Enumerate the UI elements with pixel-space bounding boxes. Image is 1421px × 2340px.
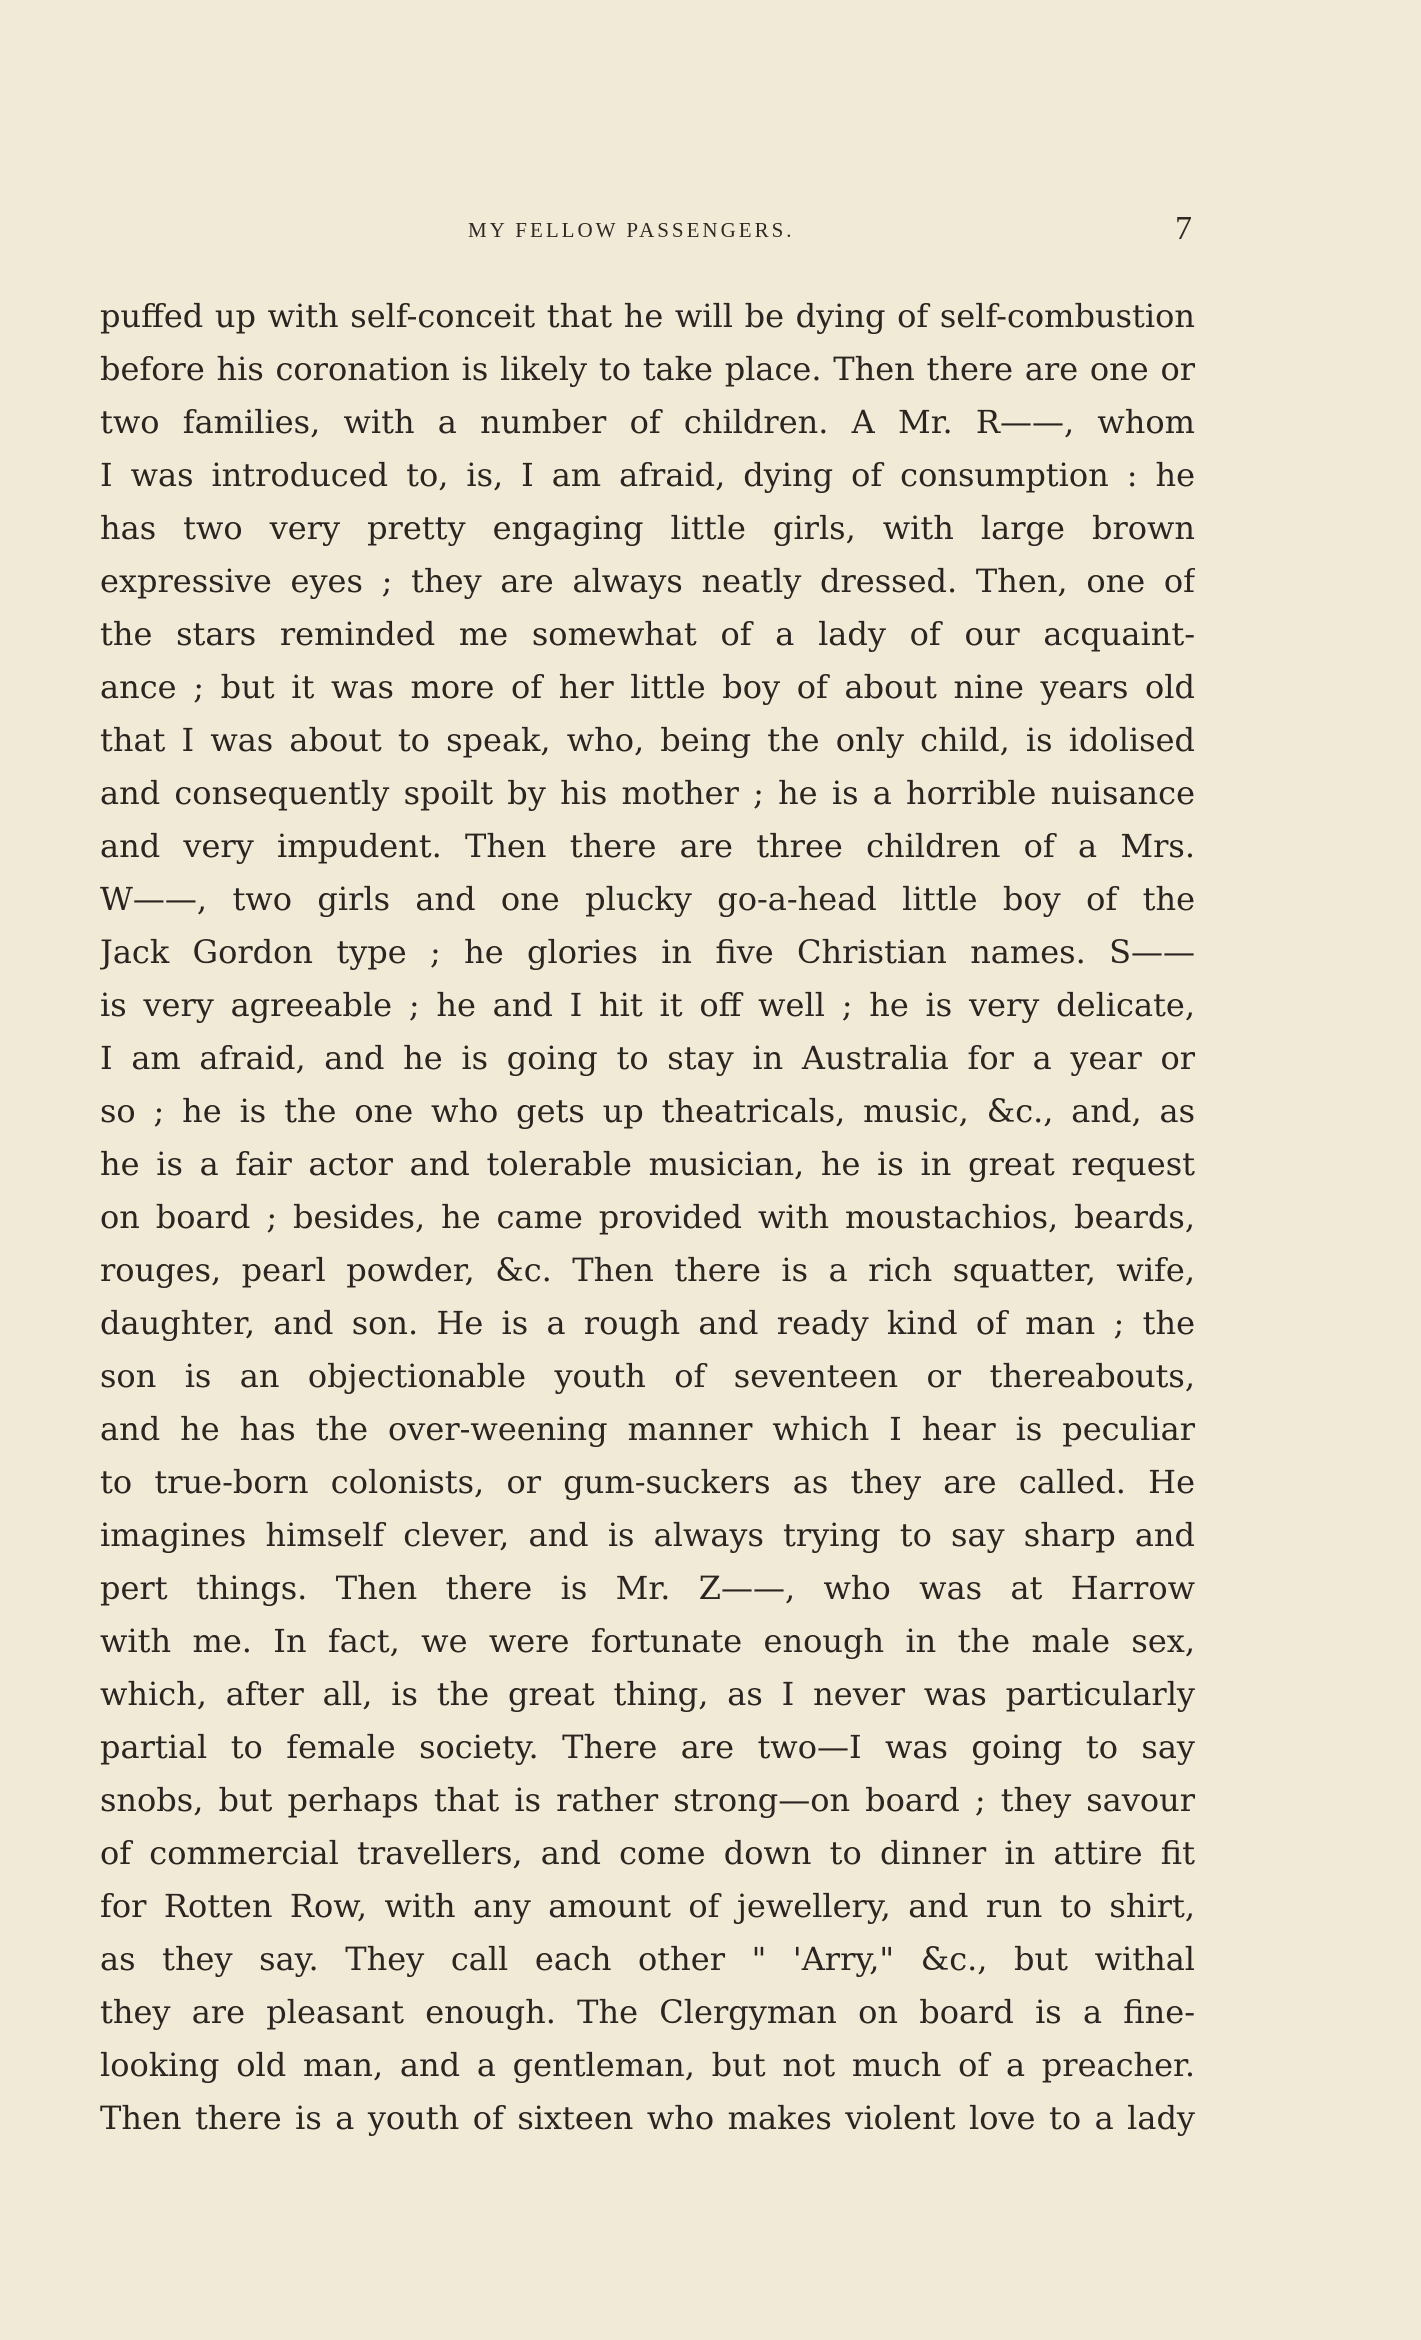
text-line: that I was about to speak, who, being the only child, is idolised [100,721,1195,759]
text-line: imagines himself clever, and is always trying to say sharp and [100,1516,1195,1554]
text-line: and consequently spoilt by his mother ; he is a horrible nuisance [100,774,1195,812]
running-title: MY FELLOW PASSENGERS. [468,218,795,242]
text-line: and very impudent. Then there are three children of a Mrs. [100,827,1195,865]
text-line: snobs, but perhaps that is rather strong—on board ; they savour [100,1781,1195,1819]
text-line: the stars reminded me somewhat of a lady of our acquaint- [100,615,1195,653]
page-number: 7 [1175,210,1192,247]
text-line: for Rotten Row, with any amount of jewellery, and run to shirt, [100,1887,1195,1925]
text-line: before his coronation is likely to take place. Then there are one or [100,350,1195,388]
text-line: so ; he is the one who gets up theatricals, music, &c., and, as [100,1092,1195,1130]
text-line: on board ; besides, he came provided with moustachios, beards, [100,1198,1195,1236]
text-line: puffed up with self-conceit that he will be dying of self-combustion [100,297,1195,335]
text-line: has two very pretty engaging little girls, with large brown [100,509,1195,547]
text-line: I was introduced to, is, I am afraid, dying of consumption : he [100,456,1195,494]
body-text [100,290,1195,2145]
text-line: Jack Gordon type ; he glories in five Christian names. S—— [100,933,1195,971]
text-line: he is a fair actor and tolerable musician, he is in great request [100,1145,1195,1183]
text-line: to true-born colonists, or gum-suckers as they are called. He [100,1463,1195,1501]
text-line: Then there is a youth of sixteen who makes violent love to a lady [100,2099,1195,2137]
text-line: rouges, pearl powder, &c. Then there is a rich squatter, wife, [100,1251,1195,1289]
text-line: partial to female society. There are two—I was going to say [100,1728,1195,1766]
text-line: son is an objectionable youth of seventeen or thereabouts, [100,1357,1195,1395]
text-line: looking old man, and a gentleman, but not much of a preacher. [100,2046,1195,2084]
text-line: they are pleasant enough. The Clergyman on board is a fine- [100,1993,1195,2031]
text-line: W——, two girls and one plucky go-a-head little boy of the [100,880,1195,918]
text-line: two families, with a number of children. A Mr. R——, whom [100,403,1195,441]
text-line: is very agreeable ; he and I hit it off well ; he is very delicate, [100,986,1195,1024]
text-line: and he has the over-weening manner which I hear is peculiar [100,1410,1195,1448]
text-line: daughter, and son. He is a rough and ready kind of man ; the [100,1304,1195,1342]
text-line: I am afraid, and he is going to stay in Australia for a year or [100,1039,1195,1077]
text-line: as they say. They call each other " 'Arry," &c., but withal [100,1940,1195,1978]
text-line: ance ; but it was more of her little boy of about nine years old [100,668,1195,706]
text-line: expressive eyes ; they are always neatly dressed. Then, one of [100,562,1195,600]
text-line: pert things. Then there is Mr. Z——, who was at Harrow [100,1569,1195,1607]
text-line: which, after all, is the great thing, as I never was particularly [100,1675,1195,1713]
text-line: with me. In fact, we were fortunate enough in the male sex, [100,1622,1195,1660]
text-line: of commercial travellers, and come down to dinner in attire fit [100,1834,1195,1872]
